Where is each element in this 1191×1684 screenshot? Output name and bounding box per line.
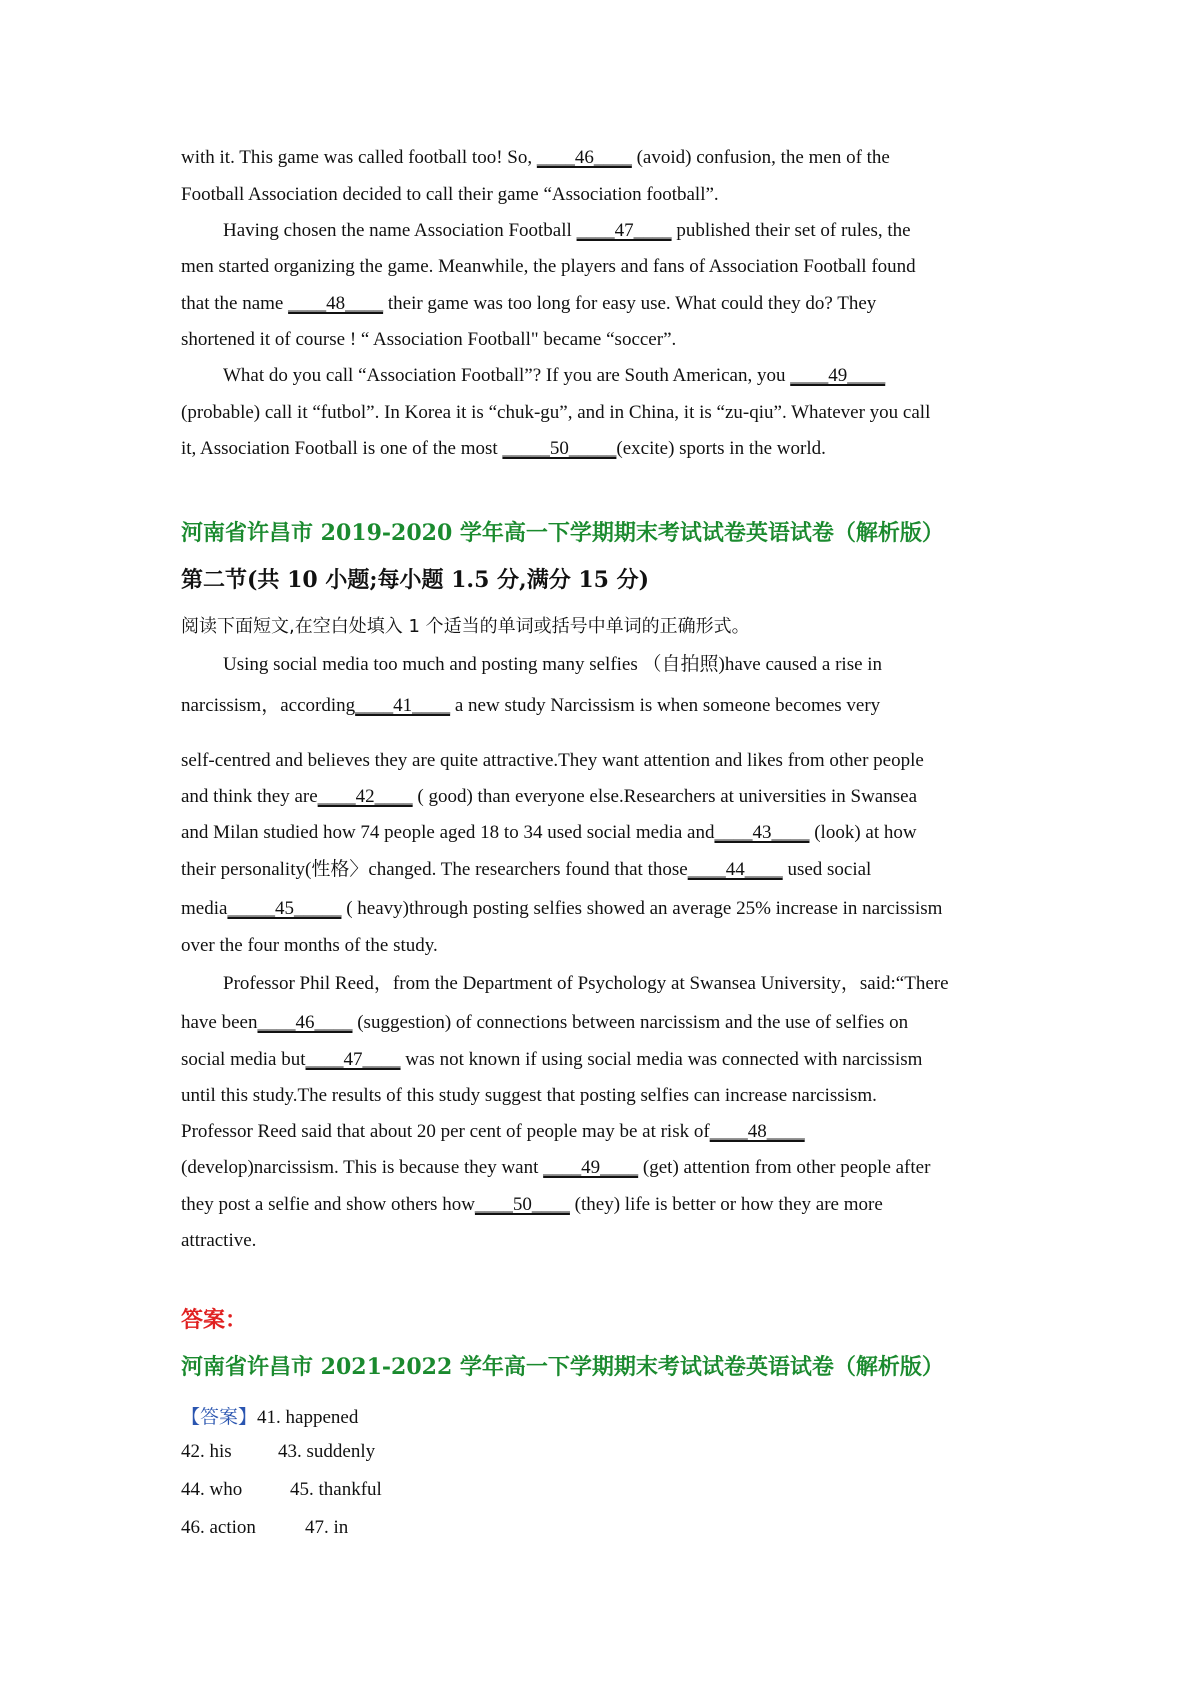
text: was not known if using social media was connected with narcissism [400, 1049, 923, 1070]
answers-title: 河南省许昌市 2021-2022 学年高一下学期期末考试试卷英语试卷（解析版） [181, 1354, 944, 1380]
answer-41: 41. happened [257, 1407, 359, 1428]
passage1-line: shortened it of course ! “ Association Football" became “soccer”. [181, 329, 677, 350]
passage2-line [181, 1192, 883, 1218]
answers-label: 答案： [181, 1307, 248, 1333]
passage1-line [181, 145, 890, 171]
text: (suggestion) of connections between narcissism and the use of selfies on [352, 1012, 909, 1033]
answer-43: 43. suddenly [278, 1441, 376, 1462]
passage2-line: Professor Phil Reed，from the Department of Psychology at Swansea University，said:“There [223, 973, 949, 994]
text: (excite) sports in the world. [616, 438, 826, 459]
passage2-line [181, 1047, 922, 1073]
blank-49: ____49____ [790, 365, 886, 386]
passage2-line [181, 820, 917, 846]
passage2-line: Using social media too much and posting many selfies （自拍照)have caused a rise in [223, 654, 883, 675]
passage2-line: over the four months of the study. [181, 935, 438, 956]
blank-43: ____43____ [714, 822, 810, 843]
blank-46: ____46____ [536, 147, 632, 168]
text: have been [181, 1012, 258, 1033]
text: their game was too long for easy use. What could they do? They [383, 293, 877, 314]
answer-44: 44. who [181, 1479, 243, 1500]
instruction-text: 阅读下面短文,在空白处填入 1 个适当的单词或括号中单词的正确形式。 [181, 616, 750, 637]
passage1-line: Football Association decided to call their game “Association football”. [181, 184, 719, 205]
blank-50: _____50_____ [502, 438, 617, 459]
blank-41: ____41____ [355, 695, 451, 716]
passage2-line: self-centred and believes they are quite attractive.They want attention and likes from other people [181, 750, 924, 771]
text: What do you call “Association Football”? If you are South American, you [223, 365, 791, 386]
text: and think they are [181, 786, 318, 807]
blank-46: ____46____ [257, 1012, 353, 1033]
answer-47: 47. in [305, 1517, 349, 1538]
text: ( heavy)through posting selfies showed an average 25% increase in narcissism [341, 898, 943, 919]
text: ( good) than everyone else.Researchers at universities in Swansea [412, 786, 918, 807]
text: a new study Narcissism is when someone becomes very [450, 695, 881, 716]
blank-48: ____48____ [288, 293, 384, 314]
passage2-line [181, 896, 942, 922]
answer-42: 42. his [181, 1441, 232, 1462]
passage1-line [223, 218, 911, 244]
text: media [181, 898, 228, 919]
text: Professor Reed said that about 20 per cent of people may be at risk of [181, 1121, 710, 1142]
text: it, Association Football is one of the most [181, 438, 503, 459]
answer-46: 46. action [181, 1517, 256, 1538]
text: used social [782, 859, 872, 880]
passage2-line [181, 1155, 930, 1181]
blank-42: ____42____ [317, 786, 413, 807]
blank-48: ____48____ [709, 1121, 805, 1142]
text: narcissism，according [181, 695, 356, 716]
text: social media but [181, 1049, 306, 1070]
text: that the name [181, 293, 289, 314]
passage1-line [181, 291, 876, 317]
text: (they) life is better or how they are more [569, 1194, 883, 1215]
passage2-line [181, 784, 917, 810]
passage2-line [181, 857, 871, 883]
passage1-line: men started organizing the game. Meanwhile, the players and fans of Association Football found [181, 256, 916, 277]
passage1-line [223, 363, 885, 389]
passage2-line [181, 1010, 908, 1036]
blank-44: ____44____ [687, 859, 783, 880]
answer-line [181, 1402, 358, 1429]
passage2-line [181, 1119, 805, 1145]
passage2-line: attractive. [181, 1230, 257, 1251]
text: their personality(性格〉changed. The researchers found that those [181, 859, 688, 880]
text: Having chosen the name Association Football [223, 220, 577, 241]
blank-49: ____49____ [543, 1157, 639, 1178]
answer-tag: 【答案】 [181, 1407, 258, 1428]
blank-47: ____47____ [576, 220, 672, 241]
text: (look) at how [809, 822, 917, 843]
text: and Milan studied how 74 people aged 18 to 34 used social media and [181, 822, 715, 843]
passage1-line [181, 436, 826, 462]
text: published their set of rules, the [671, 220, 911, 241]
text: (get) attention from other people after [638, 1157, 931, 1178]
answer-45: 45. thankful [290, 1479, 382, 1500]
passage1-line: (probable) call it “futbol”. In Korea it is “chuk-gu”, and in China, it is “zu-qiu”. Whatever you call [181, 402, 931, 423]
passage2-line [181, 693, 880, 719]
text: they post a selfie and show others how [181, 1194, 475, 1215]
section-title: 河南省许昌市 2019-2020 学年高一下学期期末考试试卷英语试卷（解析版） [181, 520, 944, 546]
text: (avoid) confusion, the men of the [631, 147, 890, 168]
blank-47: ____47____ [305, 1049, 401, 1070]
blank-45: _____45_____ [227, 898, 342, 919]
passage2-line: until this study.The results of this study suggest that posting selfies can increase narcissism. [181, 1085, 877, 1106]
text: with it. This game was called football too! So, [181, 147, 537, 168]
section-subtitle: 第二节(共 10 小题;每小题 1.5 分,满分 15 分) [181, 567, 650, 593]
text: (develop)narcissism. This is because they want [181, 1157, 544, 1178]
blank-50: ____50____ [474, 1194, 570, 1215]
